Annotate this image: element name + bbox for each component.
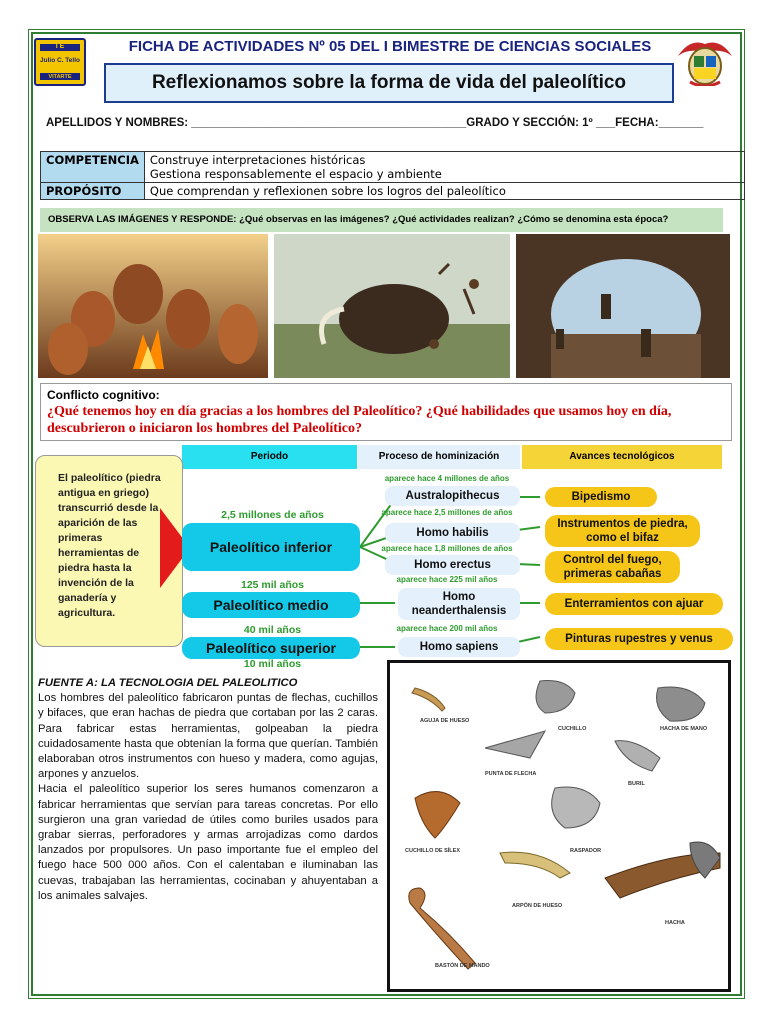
homo-habilis: Homo habilis [385,523,520,543]
competency-table [40,151,745,200]
tools-illustration [387,660,731,992]
period-superior: Paleolítico superior [182,637,360,659]
tool-label-baston: BASTÓN DE MANDO [435,963,490,969]
source-a-title: FUENTE A: LA TECNOLOGIA DEL PALEOLITICO [38,677,298,689]
advance-bipedismo: Bipedismo [545,487,657,507]
advance-fuego: Control del fuego, primeras cabañas [545,551,680,583]
homo-appear-4: aparece hace 225 mil años [396,575,498,584]
advance-instrumentos: Instrumentos de piedra, como el bifaz [545,515,700,547]
conflict-label: Conflicto cognitivo: [47,388,160,402]
competencia-label: COMPETENCIA [41,152,145,183]
tools-drawing [390,663,728,989]
tool-label-punta: PUNTA DE FLECHA [485,771,537,777]
tool-label-hacha: HACHA [665,920,685,926]
period-medio: Paleolítico medio [182,592,360,618]
header-periodo: Periodo [182,445,357,469]
advance-pinturas: Pinturas rupestres y venus [545,628,733,650]
homo-sapiens: Homo sapiens [398,637,520,657]
advance-enterramientos: Enterramientos con ajuar [545,593,723,615]
period-time-medio: 125 mil años [240,579,305,591]
tool-label-cuchillo: CUCHILLO [558,726,587,732]
lesson-title-box [104,63,674,103]
tool-label-buril: BURIL [628,781,645,787]
homo-appear-3: aparece hace 1,8 millones de años [381,544,513,553]
period-time-superior: 40 mil años [243,624,302,636]
source-a-paragraph-2: Hacia el paleolítico superior los seres humanos comenzaron a fabricar herramientas que servían para tareas concretas. Por ello surgieron una gran variedad de útiles como buriles usados para grabar sierras, perforadores y armas arrojadizas como dardos lanzados por propulsores. Un paso importante fue el empleo del fuego hace 500 000 años. Con el calentaban e iluminaban las cuevas, trabajaban las herramientas, cocinaban y ahuyentaban a los animales salvajes. [38,783,378,902]
homo-erectus: Homo erectus [385,555,520,575]
source-a-paragraph-1: Los hombres del paleolítico fabricaron puntas de flechas, cuchillos y bifaces, que eran hachas de piedra que cortaban por las 2 caras. Para fabricar estas herramientas, golpeaban la piedra cuidadosamente hasta que obtenían la forma que querían. También elaboraban otros instrumentos con hueso y madera, como agujas, arpones y anzuelos. [38,692,378,781]
tool-label-aguja: AGUJA DE HUESO [420,718,470,724]
conflict-question: ¿Qué tenemos hoy en día gracias a los hombres del Paleolítico? ¿Qué habilidades que usamos hoy en día, descubrieron o iniciaron los hombres del Paleolítico? [47,404,672,436]
observe-instructions: OBSERVA LAS IMÁGENES Y RESPONDE: ¿Qué observas en las imágenes? ¿Qué actividades realizan? ¿Cómo se denomina esta época? [40,208,723,232]
tool-label-arpon: ARPÓN DE HUESO [512,903,563,909]
tool-label-cuchillo-silex: CUCHILLO DE SÍLEX [405,848,461,854]
period-end-superior: 10 mil años [243,658,302,670]
homo-appear-5: aparece hace 200 mil años [396,624,498,633]
header-avances: Avances tecnológicos [522,445,722,469]
worksheet-title: FICHA DE ACTIVIDADES Nº 05 DEL I BIMESTRE DE CIENCIAS SOCIALES [128,38,652,55]
campfire-image [38,234,268,378]
homo-appear-2: aparece hace 2,5 millones de años [381,508,513,517]
homo-australopithecus: Australopithecus [385,486,520,506]
cave-image [516,234,730,378]
header-hominizacion: Proceso de hominización [358,445,520,469]
cognitive-conflict-box [40,383,732,441]
homo-appear-1: aparece hace 4 millones de años [384,474,510,483]
student-info-line: APELLIDOS Y NOMBRES: ___________________________________________GRADO Y SECCIÓN: 1º ___FECHA:_______ [46,117,704,129]
school-crest-icon [676,34,734,86]
proposito-value: Que comprendan y reflexionen sobre los logros del paleolítico [144,183,744,200]
mammoth-hunt-image [274,234,510,378]
homo-neanderthalensis: Homo neanderthalensis [398,588,520,620]
competencia-value: Construye interpretaciones históricas Gestiona responsablemente el espacio y ambiente [144,152,744,183]
tool-label-hacha-mano: HACHA DE MANO [660,726,708,732]
paleolithic-definition: El paleolítico (piedra antigua en griego) transcurrió desde la aparición de las primeras herramientas de piedra hasta la invención de la ganadería y agricultura. [58,472,161,619]
period-time-inferior: 2,5 millones de años [221,509,324,521]
period-inferior: Paleolítico inferior [182,523,360,571]
proposito-label: PROPÓSITO [41,183,145,200]
tool-label-raspador: RASPADOR [570,848,602,854]
source-a-text [38,676,378,904]
school-logo: I E Julio C. Tello VITARTE [34,38,86,86]
lesson-title: Reflexionamos sobre la forma de vida del paleolítico [151,72,627,93]
